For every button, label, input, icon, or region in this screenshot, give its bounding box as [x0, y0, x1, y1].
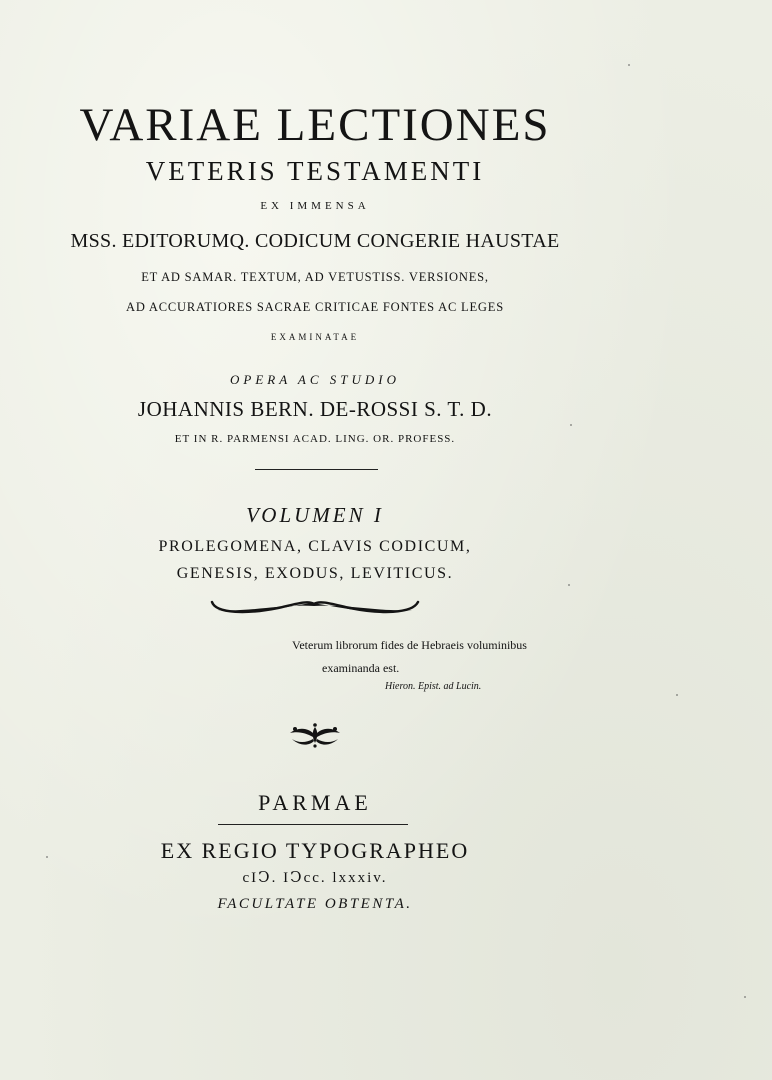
imprint-rule	[218, 824, 408, 825]
subtitle-examinatae: EXAMINATAE	[270, 332, 360, 342]
paper-speck	[568, 584, 570, 586]
epigraph-line-1: Veterum librorum fides de Hebraeis voluminibus	[292, 638, 527, 652]
contents-line-2: GENESIS, EXODUS, LEVITICUS.	[176, 565, 454, 582]
divider-rule	[255, 469, 378, 470]
subtitle-samar: ET AD SAMAR. TEXTUM, AD VETUSTISS. VERSIONES,	[141, 270, 489, 284]
imprint-permission: FACULTATE OBTENTA.	[217, 896, 413, 912]
author-affiliation: ET IN R. PARMENSI ACAD. LING. OR. PROFESS.	[174, 433, 456, 445]
paper-speck	[570, 424, 572, 426]
paper-speck	[46, 856, 48, 858]
epigraph-line-2: examinanda est.	[322, 661, 400, 675]
fleuron-ornament-icon	[286, 721, 344, 749]
imprint-city: PARMAE	[258, 790, 372, 815]
volume-number: VOLUMEN I	[246, 503, 384, 527]
imprint-date: cIↃ. IↃcc. lxxxiv.	[242, 870, 388, 886]
opera-ac-studio: OPERA AC STUDIO	[229, 372, 401, 387]
subtitle-mss: MSS. EDITORUMQ. CODICUM CONGERIE HAUSTAE	[70, 230, 560, 252]
paper-speck	[628, 64, 630, 66]
title-line-2: VETERIS TESTAMENTI	[145, 156, 485, 186]
subtitle-accuratiores: AD ACCURATIORES SACRAE CRITICAE FONTES AC LEGES	[126, 300, 504, 314]
author-name: JOHANNIS BERN. DE-ROSSI S. T. D.	[137, 397, 493, 421]
contents-line-1: PROLEGOMENA, CLAVIS CODICUM,	[158, 538, 472, 555]
imprint-printer: EX REGIO TYPOGRAPHEO	[160, 838, 470, 863]
swash-ornament-icon	[208, 594, 422, 620]
epigraph-attribution: Hieron. Epist. ad Lucin.	[385, 681, 482, 692]
paper-speck	[744, 996, 746, 998]
paper-speck	[676, 694, 678, 696]
subtitle-ex-immensa: EX IMMENSA	[260, 200, 370, 212]
title-line-1: VARIAE LECTIONES	[79, 99, 551, 151]
